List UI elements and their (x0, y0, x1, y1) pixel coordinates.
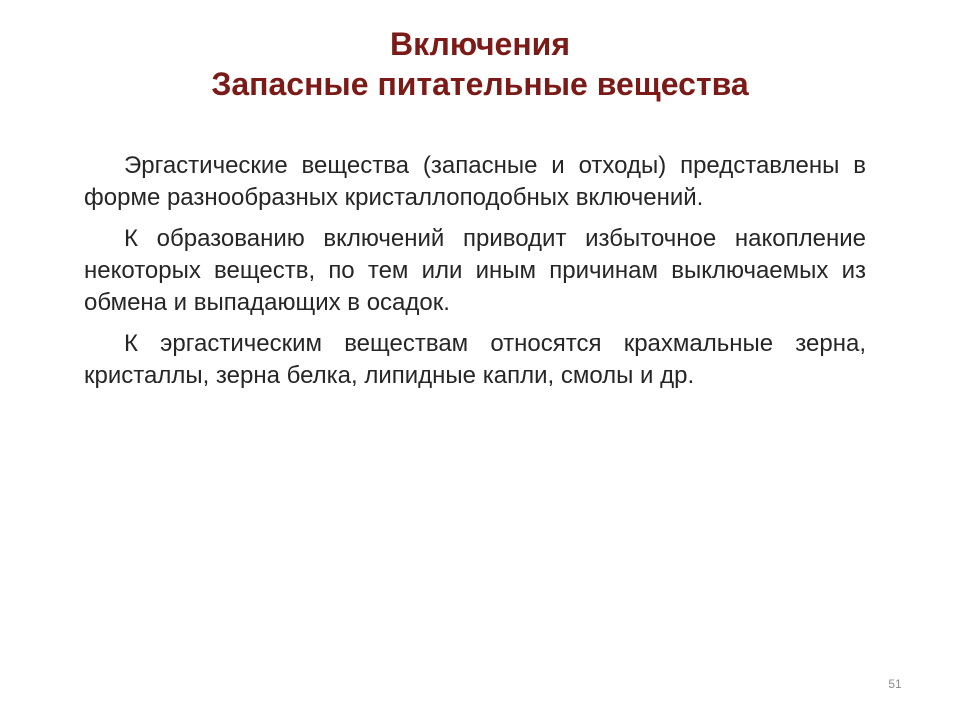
paragraph-ergastic-examples: К эргастическим веществам относятся крахмальные зерна, кристаллы, зерна белка, липидные капли, смолы и др. (84, 330, 866, 389)
paragraph-inclusion-formation: К образованию включений приводит избыточное накопление некоторых веществ, по тем или иным причинам выключаемых из обмена и выпадающих в осадок. (84, 225, 866, 316)
title-line-2: Запасные питательные вещества (211, 66, 749, 102)
slide-body (84, 150, 866, 401)
paragraph-ergastic-substances: Эргастические вещества (запасные и отходы) представлены в форме разнообразных кристаллоподобных включений. (84, 152, 866, 211)
slide-title (80, 24, 880, 104)
page-number: 51 (888, 677, 902, 691)
title-line-1: Включения (390, 26, 570, 62)
